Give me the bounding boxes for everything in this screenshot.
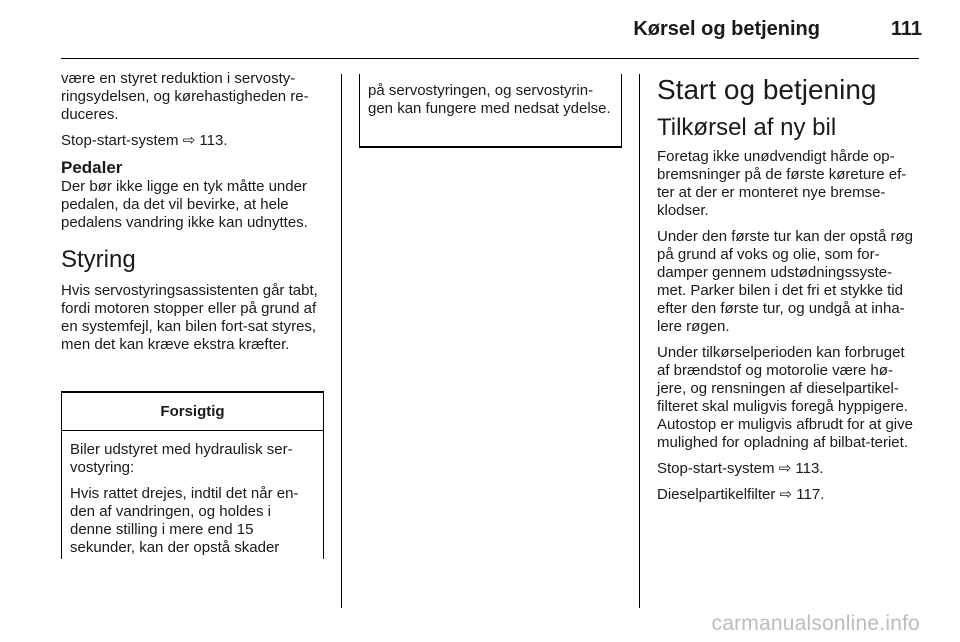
section-heading-pedaler: Pedaler <box>61 158 123 177</box>
column-divider <box>639 74 640 608</box>
cross-reference: Dieselpartikelfilter ⇨ 117. <box>657 486 825 503</box>
cross-reference: Stop-start-system ⇨ 113. <box>657 460 824 477</box>
caution-paragraph: Hvis rattet drejes, indtil det når en-den af vandringen, og holdes i denne stilling i mere end 15 sekunder, kan der opstå skader <box>70 485 299 556</box>
caution-box-body <box>62 431 323 557</box>
header-divider <box>61 58 919 59</box>
cross-reference: Stop-start-system ⇨ 113. <box>61 132 228 149</box>
paragraph: Hvis servostyringsassistenten går tabt, fordi motoren stopper eller på grund af en systemfejl, kan bilen fort-sat styres, men det kan kræve ekstra kræfter. <box>61 282 318 353</box>
paragraph: Under tilkørselperioden kan forbruget af brændstof og motorolie være hø-jere, og rensningen af dieselpartikel-filteret skal muligvis foregå hyppigere. Autostop er muligvis afbrudt for at give mulighed for opladning af bilbat-teriet. <box>657 344 913 451</box>
column-divider <box>341 74 342 608</box>
caution-box-continued: på servostyringen, og servostyrin-gen kan fungere med nedsat ydelse. <box>359 74 622 148</box>
paragraph: være en styret reduktion i servosty-ringsydelsen, og kørehastigheden re-duceres. <box>61 70 309 123</box>
column-right <box>657 74 921 512</box>
paragraph: Der bør ikke ligge en tyk måtte under pedalen, da det vil bevirke, at hele pedalens vandring ikke kan udnyttes. <box>61 178 308 231</box>
page-header-title: Kørsel og betjening <box>633 18 820 40</box>
paragraph: Foretag ikke unødvendigt hårde op-bremsninger på de første køreture ef-ter at der er monteret nye bremse-klodser. <box>657 148 907 219</box>
caution-paragraph: Biler udstyret med hydraulisk ser-vostyring: <box>70 441 293 476</box>
caution-box-heading: Forsigtig <box>62 393 323 431</box>
column-left <box>61 70 327 362</box>
section-heading-styring: Styring <box>61 246 136 273</box>
section-heading-tilkorsel: Tilkørsel af ny bil <box>657 114 837 141</box>
paragraph: Under den første tur kan der opstå røg på grund af voks og olie, som for-damper gennem udstødningssyste-met. Parker bilen i det fri et stykke tid efter den første tur, og undgå at inha-lere røgen. <box>657 228 913 335</box>
caution-box <box>61 391 324 559</box>
page-number: 111 <box>890 18 922 40</box>
chapter-title: Start og betjening <box>657 74 877 105</box>
watermark: carmanualsonline.info <box>711 612 920 635</box>
